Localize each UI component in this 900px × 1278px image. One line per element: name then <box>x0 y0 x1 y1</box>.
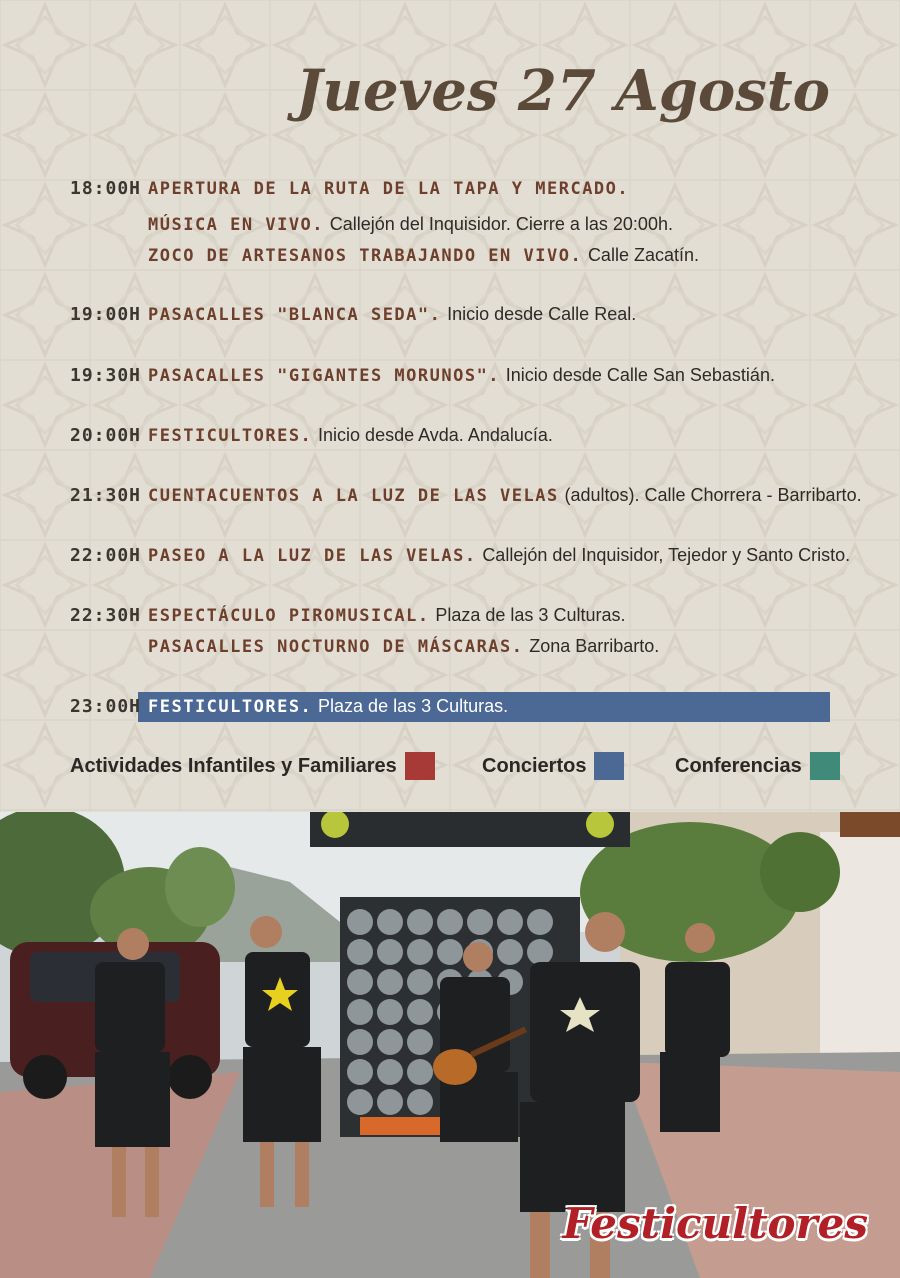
slot-time: 23:00H <box>70 696 142 717</box>
event-detail: Inicio desde Calle Real. <box>447 304 637 324</box>
event-line <box>148 365 775 386</box>
event-title: MÚSICA EN VIVO. <box>148 215 325 235</box>
event-line <box>148 636 659 657</box>
event-line <box>148 304 636 325</box>
event-detail: Plaza de las 3 Culturas. <box>318 696 509 716</box>
slot-time: 22:00H <box>70 545 142 566</box>
event-title: PASACALLES NOCTURNO DE MÁSCARAS. <box>148 637 524 657</box>
festicultores-logo: Festicultores <box>562 1199 868 1248</box>
legend-label: Conciertos <box>482 754 587 777</box>
legend-swatch-red <box>405 752 435 780</box>
event-title: ZOCO DE ARTESANOS TRABAJANDO EN VIVO. <box>148 246 583 266</box>
event-line <box>148 696 508 717</box>
event-line <box>148 178 629 199</box>
band-photo <box>0 812 900 1278</box>
legend-item-conferencias <box>675 752 840 780</box>
event-title: ESPECTÁCULO PIROMUSICAL. <box>148 606 430 626</box>
event-detail: Zona Barribarto. <box>529 636 660 656</box>
event-detail: Callejón del Inquisidor, Tejedor y Santo Cristo. <box>482 545 851 565</box>
legend-swatch-green <box>810 752 840 780</box>
event-line <box>148 425 553 446</box>
event-title: FESTICULTORES. <box>148 697 313 717</box>
day-title: Jueves 27 Agosto <box>295 58 830 124</box>
legend-item-conciertos <box>482 752 624 780</box>
event-line <box>148 214 673 235</box>
slot-time: 19:30H <box>70 365 142 386</box>
slot-time: 20:00H <box>70 425 142 446</box>
event-detail: (adultos). Calle Chorrera - Barribarto. <box>564 485 862 505</box>
event-title: CUENTACUENTOS A LA LUZ DE LAS VELAS <box>148 486 559 506</box>
event-title: PASACALLES "GIGANTES MORUNOS". <box>148 366 501 386</box>
legend-item-infantiles <box>70 752 435 780</box>
legend-label: Actividades Infantiles y Familiares <box>70 754 397 777</box>
event-detail: Calle Zacatín. <box>587 245 699 265</box>
event-detail: Plaza de las 3 Culturas. <box>435 605 626 625</box>
event-title: PASEO A LA LUZ DE LAS VELAS. <box>148 546 477 566</box>
event-detail: Callejón del Inquisidor. Cierre a las 20:00h. <box>329 214 673 234</box>
event-detail: Inicio desde Avda. Andalucía. <box>318 425 553 445</box>
slot-time: 21:30H <box>70 485 142 506</box>
event-detail: Inicio desde Calle San Sebastián. <box>505 365 775 385</box>
event-title: PASACALLES "BLANCA SEDA". <box>148 305 442 325</box>
slot-time: 18:00H <box>70 178 142 199</box>
event-line <box>148 245 699 266</box>
category-legend <box>70 752 830 782</box>
event-title: FESTICULTORES. <box>148 426 313 446</box>
slot-time: 22:30H <box>70 605 142 626</box>
event-line <box>148 545 850 566</box>
slot-time: 19:00H <box>70 304 142 325</box>
event-line <box>148 605 625 626</box>
event-title: APERTURA DE LA RUTA DE LA TAPA Y MERCADO. <box>148 179 630 199</box>
legend-label: Conferencias <box>675 754 802 777</box>
event-line <box>148 485 862 506</box>
legend-swatch-blue <box>594 752 624 780</box>
